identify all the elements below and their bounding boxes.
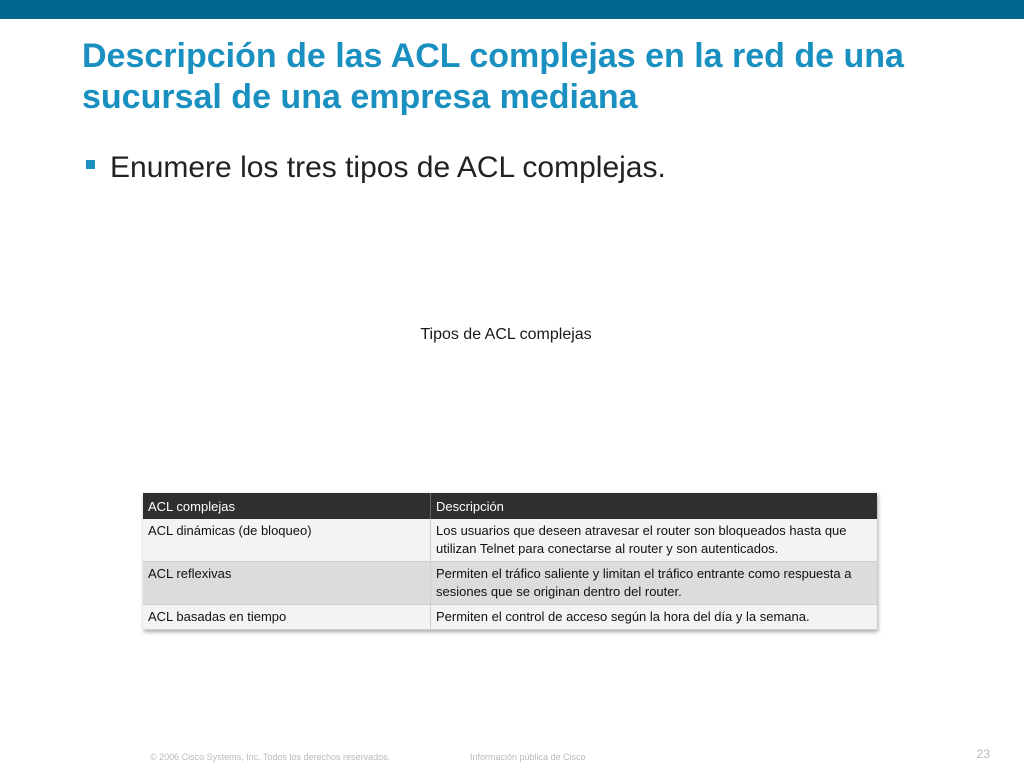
page-number: 23: [976, 747, 990, 761]
bullet-item: [86, 150, 666, 186]
top-bar: [0, 0, 1024, 19]
header-acl-complejas: ACL complejas: [143, 493, 431, 519]
acl-types-table: [143, 493, 877, 630]
acl-description-cell: Permiten el control de acceso según la hora del día y la semana.: [431, 605, 878, 630]
slide-title: Descripción de las ACL complejas en la red de una sucursal de una empresa mediana: [82, 37, 904, 116]
header-descripcion: Descripción: [431, 493, 878, 519]
footer-copyright: © 2006 Cisco Systems, Inc. Todos los derechos reservados.: [150, 752, 391, 762]
table-row: [143, 605, 877, 630]
table-header-row: [143, 493, 877, 519]
square-bullet-icon: [86, 160, 95, 169]
acl-type-cell: ACL basadas en tiempo: [143, 605, 431, 630]
footer-info: Información pública de Cisco: [470, 752, 586, 762]
table-row: [143, 519, 877, 562]
table-row: [143, 562, 877, 605]
acl-description-cell: Permiten el tráfico saliente y limitan el tráfico entrante como respuesta a sesiones que se originan dentro del router.: [431, 562, 878, 605]
table-caption: Tipos de ACL complejas: [420, 326, 592, 343]
acl-type-cell: ACL dinámicas (de bloqueo): [143, 519, 431, 562]
acl-type-cell: ACL reflexivas: [143, 562, 431, 605]
acl-description-cell: Los usuarios que deseen atravesar el router son bloqueados hasta que utilizan Telnet para conectarse al router y son autenticados.: [431, 519, 878, 562]
bullet-text: Enumere los tres tipos de ACL complejas.: [110, 151, 666, 184]
